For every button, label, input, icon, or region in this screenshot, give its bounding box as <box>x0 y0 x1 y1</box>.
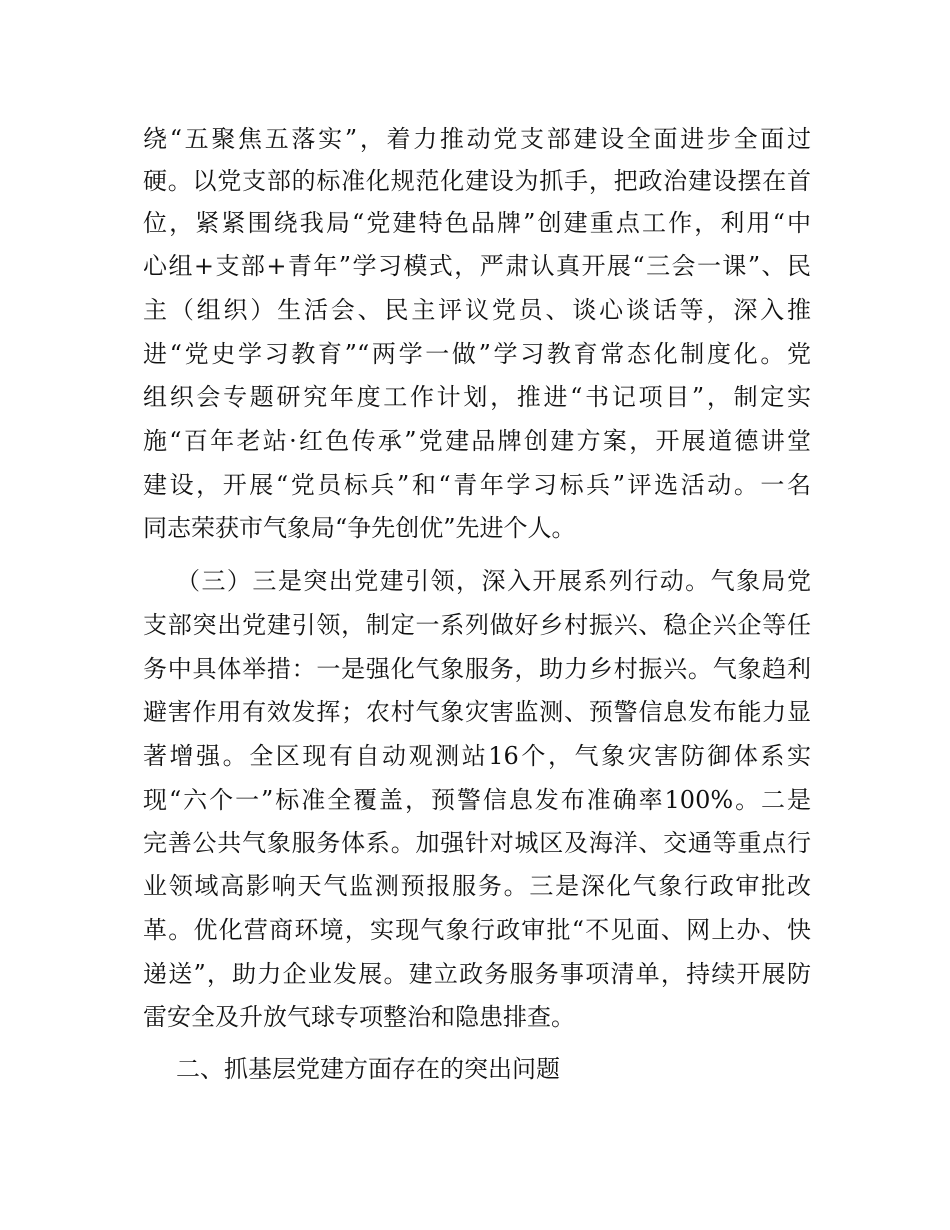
paragraph-2-line-9: 革。优化营商环境，实现气象行政审批“不见面、网上办、快 <box>143 916 811 944</box>
paragraph-1-line-5: 主（组织）生活会、民主评议党员、谈心谈话等，深入推 <box>143 296 811 324</box>
paragraph-1-line-7: 组织会专题研究年度工作计划，推进“书记项目”，制定实 <box>143 383 811 411</box>
paragraph-1-line-10: 同志荣获市气象局“争先创优”先进个人。 <box>143 514 576 542</box>
paragraph-1-line-9: 建设，开展“党员标兵”和“青年学习标兵”评选活动。一名 <box>143 471 811 499</box>
paragraph-2-line-5: 著增强。全区现有自动观测站16个，气象灾害防御体系实 <box>143 742 811 770</box>
paragraph-2-line-2: 支部突出党建引领，制定一系列做好乡村振兴、稳企兴企等任 <box>143 611 811 639</box>
paragraph-2-line-4: 避害作用有效发挥；农村气象灾害监测、预警信息发布能力显 <box>143 698 811 726</box>
paragraph-1-line-3: 位，紧紧围绕我局“党建特色品牌”创建重点工作，利用“中 <box>143 209 811 237</box>
paragraph-2-line-8: 业领域高影响天气监测预报服务。三是深化气象行政审批改 <box>143 872 811 900</box>
section-heading: 二、抓基层党建方面存在的突出问题 <box>176 1055 560 1083</box>
paragraph-1-line-4: 心组+支部+青年”学习模式，严肃认真开展“三会一课”、民 <box>143 252 811 280</box>
paragraph-2-line-6: 现“六个一”标准全覆盖，预警信息发布准确率100%。二是 <box>143 786 811 814</box>
paragraph-2-line-1: （三）三是突出党建引领，深入开展系列行动。气象局党 <box>176 567 811 595</box>
paragraph-1-line-8: 施“百年老站·红色传承”党建品牌创建方案，开展道德讲堂 <box>143 427 811 455</box>
paragraph-2-line-3: 务中具体举措：一是强化气象服务，助力乡村振兴。气象趋利 <box>143 655 811 683</box>
paragraph-1-line-1: 绕“五聚焦五落实”，着力推动党支部建设全面进步全面过 <box>143 125 811 153</box>
paragraph-1-line-2: 硬。以党支部的标准化规范化建设为抓手，把政治建设摆在首 <box>143 167 811 195</box>
paragraph-2-line-11: 雷安全及升放气球专项整治和隐患排查。 <box>143 1003 575 1031</box>
paragraph-2-line-10: 递送”，助力企业发展。建立政务服务事项清单，持续开展防 <box>143 960 811 988</box>
paragraph-2-line-7: 完善公共气象服务体系。加强针对城区及海洋、交通等重点行 <box>143 829 811 857</box>
paragraph-1-line-6: 进“党史学习教育”“两学一做”学习教育常态化制度化。党 <box>143 340 811 368</box>
